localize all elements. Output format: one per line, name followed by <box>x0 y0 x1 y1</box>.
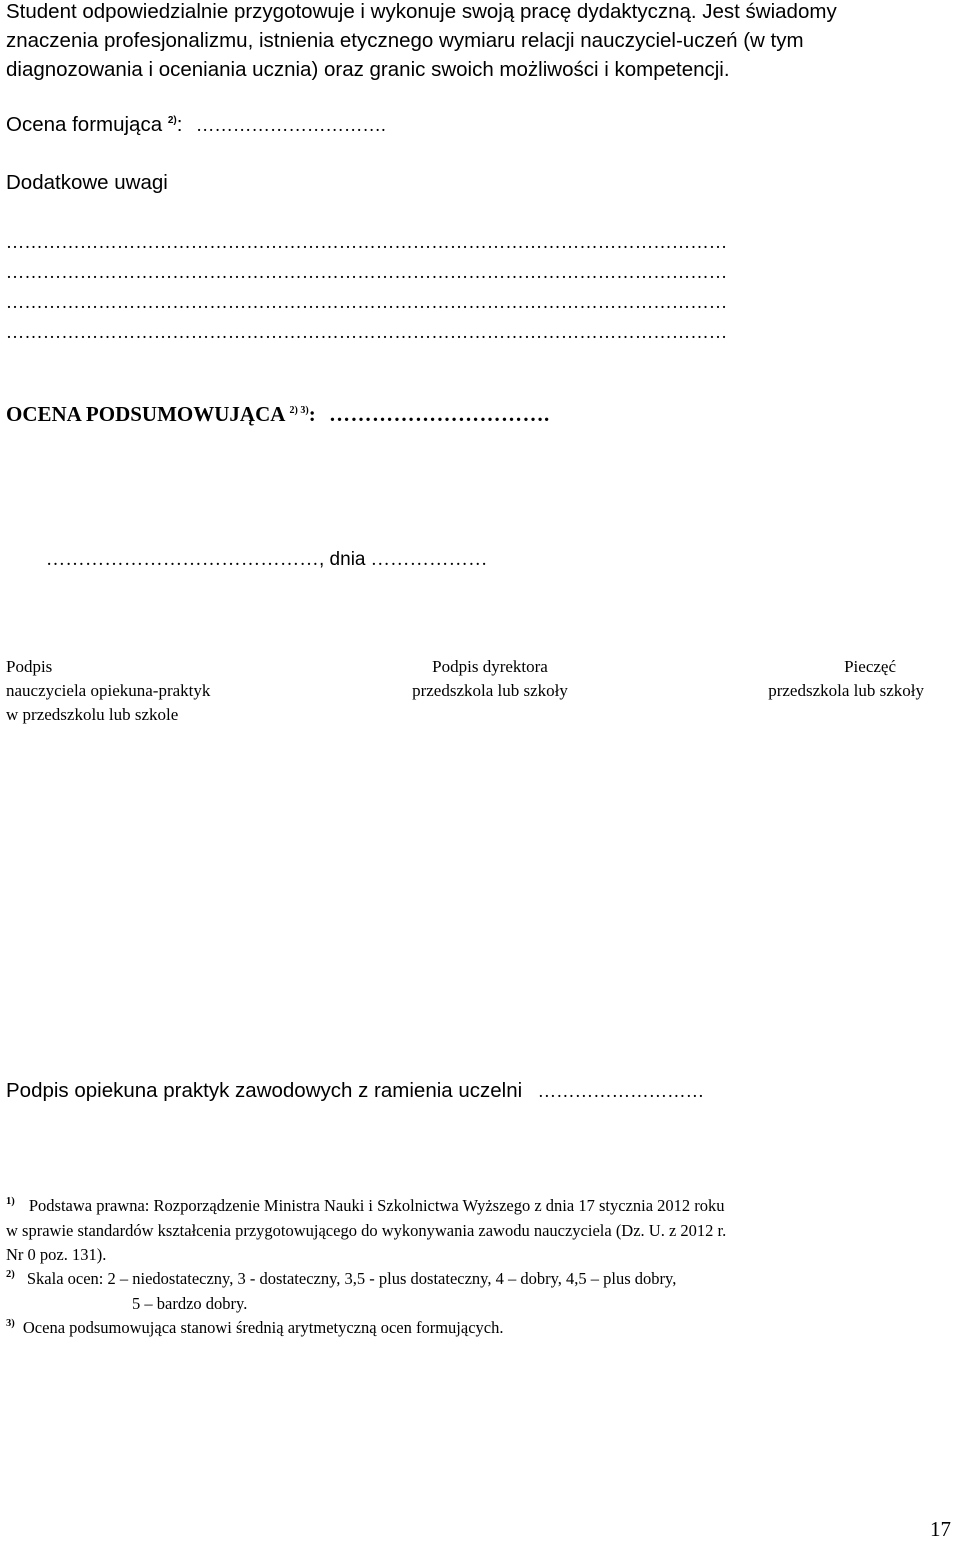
signature-teacher-line-3: w przedszkolu lub szkole <box>6 705 179 724</box>
formative-grade-field[interactable]: …………………………. <box>196 115 387 135</box>
footnote-2-line-1 <box>6 1267 676 1294</box>
summative-grade-row <box>6 402 550 427</box>
formative-grade-row <box>6 113 386 137</box>
university-signature-row <box>6 1079 704 1103</box>
summative-grade-label: OCENA PODSUMOWUJĄCA <box>6 402 285 426</box>
signature-teacher-line-1: Podpis <box>6 657 53 676</box>
footnote-1-text-1: Podstawa prawna: Rozporządzenie Ministra Nauki i Szkolnictwa Wyższego z dnia 17 stycznia 2012 roku <box>28 1196 725 1215</box>
footnote-1-mark: 1) <box>6 1196 15 1207</box>
summative-footnote-ref: 2) 3) <box>289 405 309 416</box>
stamp-line-2: przedszkola lub szkoły <box>768 681 924 700</box>
remarks-line-3[interactable]: ……………………………………………………………………………………………………… <box>6 292 728 312</box>
summative-grade-field[interactable]: …………………………. <box>328 402 550 426</box>
remarks-label: Dodatkowe uwagi <box>6 171 168 194</box>
formative-grade-label: Ocena formująca <box>6 113 163 136</box>
signature-director-line-1: Podpis dyrektora <box>432 657 548 676</box>
intro-line-1: Student odpowiedzialnie przygotowuje i wykonuje swoją pracę dydaktyczną. Jest świadomy <box>6 0 837 23</box>
footnote-3-mark: 3) <box>6 1318 15 1329</box>
date-field[interactable]: ……………… <box>370 549 488 570</box>
remarks-line-1[interactable]: ……………………………………………………………………………………………………… <box>6 232 728 252</box>
footnote-2-text-1: Skala ocen: 2 – niedostateczny, 3 - dostateczny, 3,5 - plus dostateczny, 4 – dobry, 4,5 – plus dobry, <box>26 1269 677 1288</box>
signature-teacher <box>6 655 210 727</box>
stamp-block <box>720 655 924 703</box>
remarks-line-2[interactable]: ……………………………………………………………………………………………………… <box>6 262 728 282</box>
summative-colon: : <box>308 402 316 426</box>
footnote-2-line-2: 5 – bardzo dobry. <box>132 1294 248 1313</box>
signature-teacher-line-2: nauczyciela opiekuna-praktyk <box>6 681 211 700</box>
formative-footnote-ref: 2) <box>167 115 177 127</box>
signature-director <box>390 655 590 703</box>
place-field[interactable]: …………………………………… <box>46 549 319 570</box>
intro-line-3: diagnozowania i oceniania ucznia) oraz granic swoich możliwości i kompetencji. <box>6 58 730 81</box>
page-number: 17 <box>930 1517 951 1541</box>
university-signature-label: Podpis opiekuna praktyk zawodowych z ramienia uczelni <box>6 1079 523 1102</box>
date-line <box>46 549 488 571</box>
university-signature-field[interactable]: ……………………… <box>537 1081 705 1101</box>
footnote-1-line-3: Nr 0 poz. 131). <box>6 1245 107 1264</box>
footnote-1-line-1 <box>6 1194 725 1221</box>
footnote-3-text-1: Ocena podsumowująca stanowi średnią arytmetyczną ocen formujących. <box>22 1318 504 1337</box>
formative-colon: : <box>176 113 183 136</box>
footnote-1-line-2: w sprawie standardów kształcenia przygotowującego do wykonywania zawodu nauczyciela (Dz. U. z 2012 r. <box>6 1221 727 1240</box>
intro-line-2: znaczenia profesjonalizmu, istnienia etycznego wymiaru relacji nauczyciel-uczeń (w tym <box>6 29 804 52</box>
signature-director-line-2: przedszkola lub szkoły <box>412 681 568 700</box>
date-label: , dnia <box>319 549 366 570</box>
remarks-line-4[interactable]: ……………………………………………………………………………………………………… <box>6 322 728 342</box>
stamp-line-1: Pieczęć <box>844 657 896 676</box>
footnote-3-line-1 <box>6 1316 503 1343</box>
footnote-2-mark: 2) <box>6 1269 15 1280</box>
